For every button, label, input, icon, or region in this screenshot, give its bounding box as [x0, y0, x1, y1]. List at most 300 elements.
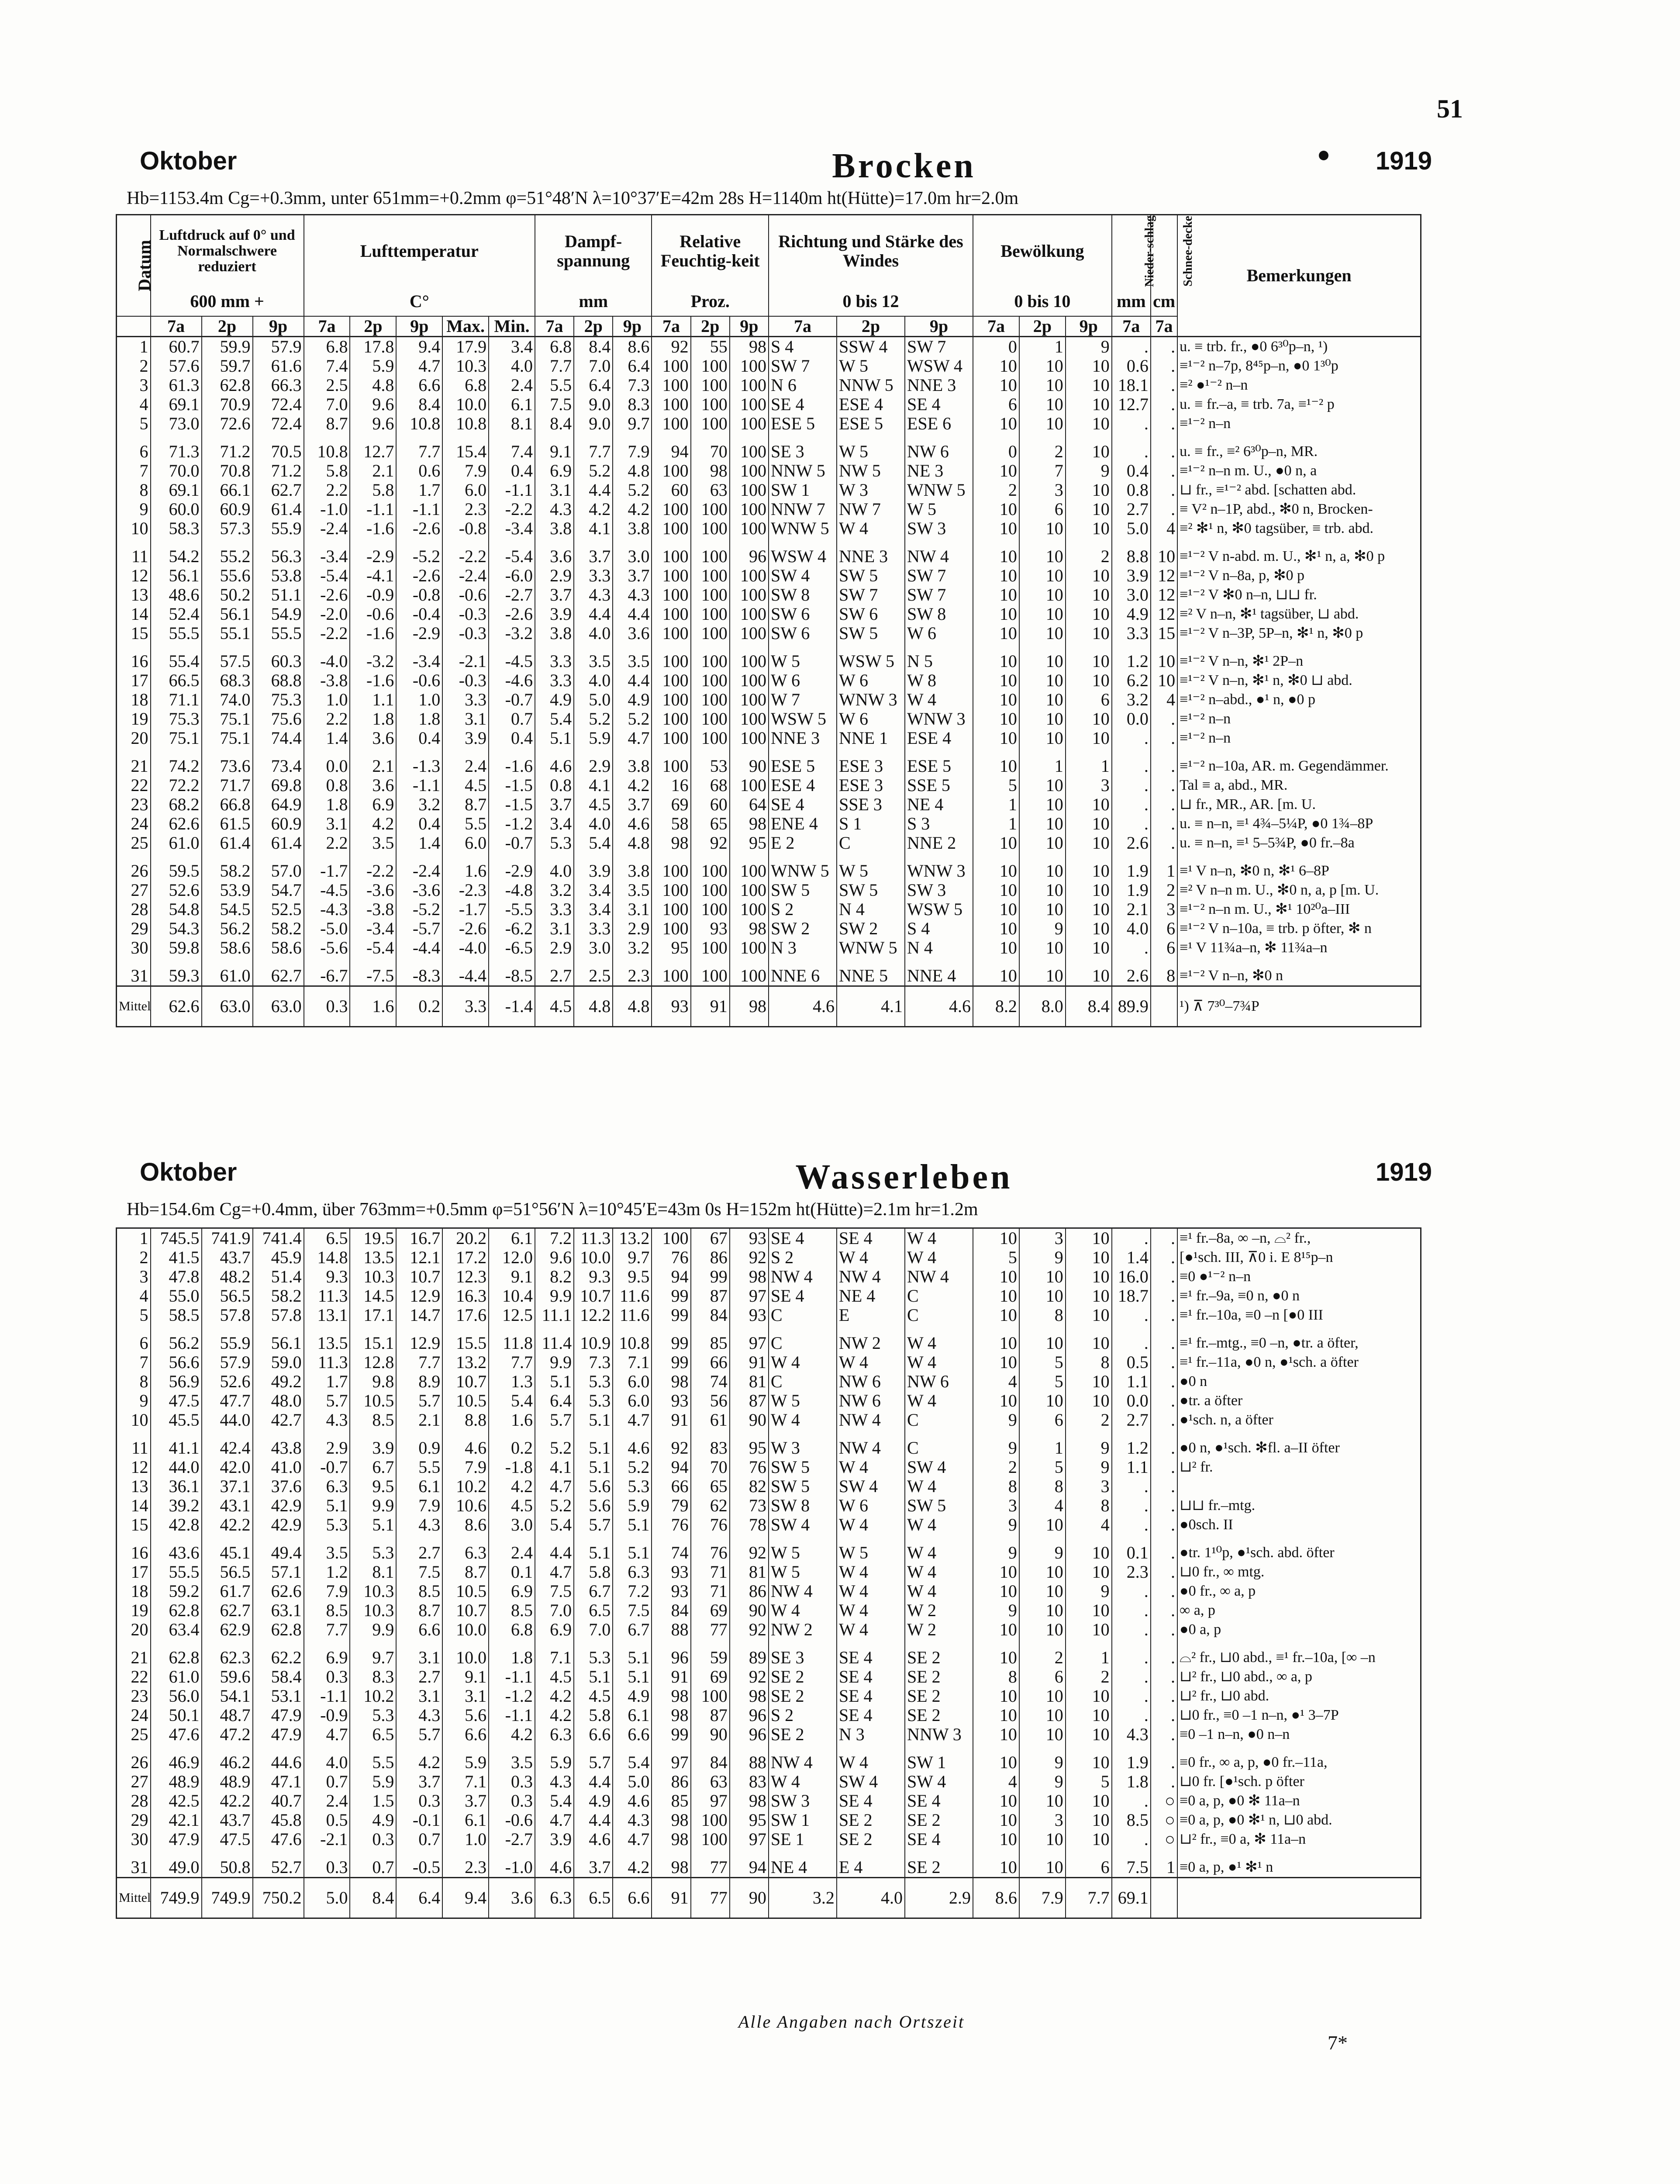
- value-cell: 73.6: [202, 757, 253, 776]
- value-cell: -8.5: [489, 966, 535, 986]
- value-cell: -1.0: [489, 1858, 535, 1878]
- value-cell: 95: [730, 833, 769, 853]
- value-cell: 10.7: [442, 1372, 489, 1391]
- value-cell: 3.3: [535, 652, 574, 671]
- value-cell: 100: [652, 461, 690, 480]
- value-cell: .: [1151, 1725, 1177, 1744]
- value-cell: 6.5: [574, 1601, 613, 1620]
- value-cell: 10.6: [442, 1496, 489, 1515]
- value-cell: 3.2: [1112, 690, 1151, 709]
- value-cell: .: [1151, 1306, 1177, 1325]
- value-cell: -0.6: [350, 605, 396, 624]
- value-cell: 11.3: [304, 1353, 350, 1372]
- value-cell: 66.3: [253, 376, 304, 395]
- page-number: 51: [1437, 94, 1463, 123]
- value-cell: 47.2: [202, 1725, 253, 1744]
- value-cell: 57.6: [151, 356, 202, 376]
- value-cell: SE 4: [769, 395, 837, 414]
- value-cell: -4.3: [304, 900, 350, 919]
- value-cell: 62.6: [253, 1582, 304, 1601]
- value-cell: 7.2: [535, 1228, 574, 1248]
- value-cell: 3.8: [613, 757, 652, 776]
- value-cell: 10: [1019, 1830, 1066, 1849]
- value-cell: W 4: [837, 1248, 905, 1267]
- value-cell: 6.8: [442, 376, 489, 395]
- value-cell: 12.0: [489, 1248, 535, 1267]
- value-cell: 7.2: [613, 1582, 652, 1601]
- value-cell: 17.9: [442, 337, 489, 357]
- value-cell: 3.3: [574, 919, 613, 938]
- value-cell: NNW 7: [769, 500, 837, 519]
- value-cell: SW 5: [769, 1458, 837, 1477]
- value-cell: 100: [691, 395, 730, 414]
- value-cell: -2.2: [489, 500, 535, 519]
- value-cell: 95: [652, 938, 690, 957]
- value-cell: -4.4: [442, 966, 489, 986]
- value-cell: 3.9: [1112, 566, 1151, 585]
- value-cell: 4.6: [613, 1791, 652, 1811]
- value-cell: ESE 4: [837, 395, 905, 414]
- value-cell: 10: [1066, 1562, 1112, 1582]
- remark-cell: ●tr. a öfter: [1177, 1391, 1421, 1410]
- value-cell: SW 5: [837, 624, 905, 643]
- value-cell: 10.5: [350, 1391, 396, 1410]
- value-cell: 100: [730, 461, 769, 480]
- value-cell: W 3: [769, 1438, 837, 1458]
- value-cell: 10: [1066, 709, 1112, 729]
- value-cell: 5.6: [574, 1477, 613, 1496]
- day-cell: 25: [117, 833, 151, 853]
- value-cell: 100: [652, 519, 690, 538]
- remark-cell: ≡¹⁻² n–n m. U., ✻¹ 10²⁰a–III: [1177, 900, 1421, 919]
- value-cell: 8.3: [613, 395, 652, 414]
- value-cell: 53.9: [202, 881, 253, 900]
- value-cell: -0.1: [396, 1811, 442, 1830]
- value-cell: 10: [1019, 395, 1066, 414]
- day-cell: 24: [117, 1706, 151, 1725]
- value-cell: 43.8: [253, 1438, 304, 1458]
- value-cell: 4: [973, 1372, 1019, 1391]
- value-cell: SE 2: [905, 1648, 973, 1667]
- value-cell: 7.5: [535, 395, 574, 414]
- value-cell: 10.2: [442, 1477, 489, 1496]
- value-cell: 5.2: [574, 461, 613, 480]
- value-cell: SE 4: [905, 395, 973, 414]
- value-cell: -0.4: [396, 605, 442, 624]
- value-cell: 77: [691, 1620, 730, 1639]
- value-cell: -1.0: [304, 500, 350, 519]
- value-cell: 10: [973, 1753, 1019, 1772]
- value-cell: W 3: [837, 480, 905, 500]
- value-cell: 10: [973, 1686, 1019, 1706]
- value-cell: ESE 5: [905, 757, 973, 776]
- value-cell: 100: [691, 652, 730, 671]
- value-cell: 62.8: [202, 376, 253, 395]
- value-cell: W 4: [837, 519, 905, 538]
- day-cell: 13: [117, 585, 151, 605]
- value-cell: 100: [652, 414, 690, 433]
- day-cell: 14: [117, 605, 151, 624]
- value-cell: 49.0: [151, 1858, 202, 1878]
- value-cell: 55.0: [151, 1286, 202, 1306]
- value-cell: 5.5: [535, 376, 574, 395]
- value-cell: 0.3: [396, 1791, 442, 1811]
- value-cell: 100: [691, 566, 730, 585]
- value-cell: 60: [691, 795, 730, 814]
- table-row: [117, 1438, 1421, 1458]
- value-cell: 4.6: [574, 1830, 613, 1849]
- value-cell: 62.7: [202, 1601, 253, 1620]
- value-cell: 43.7: [202, 1248, 253, 1267]
- value-cell: 2.6: [1112, 966, 1151, 986]
- day-cell: 5: [117, 414, 151, 433]
- value-cell: 9: [1019, 1248, 1066, 1267]
- value-cell: -3.6: [350, 881, 396, 900]
- value-cell: 37.6: [253, 1477, 304, 1496]
- value-cell: 3.6: [350, 729, 396, 748]
- value-cell: 2.3: [442, 500, 489, 519]
- value-cell: 100: [652, 690, 690, 709]
- value-cell: 3.7: [613, 566, 652, 585]
- value-cell: 10: [973, 624, 1019, 643]
- value-cell: ESE 3: [837, 757, 905, 776]
- value-cell: 4.5: [535, 1667, 574, 1686]
- value-cell: NW 6: [837, 1391, 905, 1410]
- value-cell: SW 2: [837, 919, 905, 938]
- value-cell: 10: [973, 1582, 1019, 1601]
- value-cell: .: [1151, 729, 1177, 748]
- col-luftdruck: Luftdruck auf 0° und Normalschwere reduziert: [151, 215, 304, 287]
- remark-cell: ⊔ fr., ≡¹⁻² abd. [schatten abd.: [1177, 480, 1421, 500]
- table-row: [117, 585, 1421, 605]
- value-cell: 55.9: [202, 1334, 253, 1353]
- value-cell: W 4: [837, 1353, 905, 1372]
- value-cell: 7: [1019, 461, 1066, 480]
- value-cell: 0.5: [304, 1811, 350, 1830]
- value-cell: 3.2: [535, 881, 574, 900]
- value-cell: 100: [691, 624, 730, 643]
- value-cell: -8.3: [396, 966, 442, 986]
- value-cell: SE 2: [905, 1706, 973, 1725]
- value-cell: 63: [691, 480, 730, 500]
- value-cell: 5.1: [574, 1667, 613, 1686]
- unit-temp: C°: [304, 287, 535, 316]
- value-cell: SW 2: [769, 919, 837, 938]
- value-cell: 90: [730, 1601, 769, 1620]
- value-cell: 7.7: [574, 442, 613, 461]
- table-row: [117, 1772, 1421, 1791]
- value-cell: SSE 3: [837, 795, 905, 814]
- value-cell: 2.7: [1112, 500, 1151, 519]
- value-cell: 10: [973, 414, 1019, 433]
- value-cell: 10: [1066, 356, 1112, 376]
- day-cell: 1: [117, 337, 151, 357]
- value-cell: 5.3: [350, 1543, 396, 1562]
- mean-label: Mittel: [117, 986, 151, 1027]
- table-row: [117, 1391, 1421, 1410]
- value-cell: 10.0: [442, 1620, 489, 1639]
- value-cell: 10: [1066, 919, 1112, 938]
- value-cell: 6.6: [396, 1620, 442, 1639]
- remark-cell: ≡¹⁻² V n-abd. m. U., ✻¹ n, a, ✻0 p: [1177, 547, 1421, 566]
- value-cell: 3: [1019, 1228, 1066, 1248]
- value-cell: W 6: [837, 1496, 905, 1515]
- value-cell: 44.0: [202, 1410, 253, 1430]
- value-cell: SW 5: [905, 1496, 973, 1515]
- table-row: [117, 1706, 1421, 1725]
- value-cell: 100: [730, 938, 769, 957]
- value-cell: 1: [1066, 757, 1112, 776]
- value-cell: 63.1: [253, 1601, 304, 1620]
- value-cell: .: [1151, 1410, 1177, 1430]
- value-cell: 3.3: [535, 900, 574, 919]
- value-cell: 62.6: [151, 814, 202, 833]
- day-cell: 6: [117, 442, 151, 461]
- value-cell: W 4: [837, 1620, 905, 1639]
- value-cell: 10: [1019, 1515, 1066, 1534]
- value-cell: 3.9: [574, 861, 613, 881]
- value-cell: 10: [973, 652, 1019, 671]
- value-cell: .: [1112, 1228, 1151, 1248]
- remark-cell: ⊔0 fr., ∞ mtg.: [1177, 1562, 1421, 1582]
- value-cell: 9.6: [350, 414, 396, 433]
- value-cell: 99: [652, 1353, 690, 1372]
- value-cell: 8: [1066, 1353, 1112, 1372]
- unit-feucht: Proz.: [652, 287, 769, 316]
- value-cell: 43.6: [151, 1543, 202, 1562]
- value-cell: W 4: [837, 1753, 905, 1772]
- value-cell: 12.2: [574, 1306, 613, 1325]
- value-cell: 69: [691, 1667, 730, 1686]
- value-cell: .: [1112, 938, 1151, 957]
- value-cell: 59.3: [151, 966, 202, 986]
- value-cell: -0.3: [442, 605, 489, 624]
- value-cell: 2.2: [304, 709, 350, 729]
- value-cell: 10: [1019, 585, 1066, 605]
- value-cell: 10: [1066, 1706, 1112, 1725]
- table-row: [117, 1248, 1421, 1267]
- value-cell: 4.2: [489, 1477, 535, 1496]
- value-cell: SW 1: [769, 1811, 837, 1830]
- value-cell: 2.4: [304, 1791, 350, 1811]
- table-row: [117, 1286, 1421, 1306]
- remark-cell: u. ≡ n–n, ≡¹ 4¾–5¼P, ●0 1¾–8P: [1177, 814, 1421, 833]
- value-cell: 10: [1066, 1248, 1112, 1267]
- value-cell: 100: [730, 966, 769, 986]
- value-cell: 15.1: [350, 1334, 396, 1353]
- value-cell: -0.7: [304, 1458, 350, 1477]
- value-cell: 54.3: [151, 919, 202, 938]
- table-row: [117, 480, 1421, 500]
- value-cell: 59.7: [202, 356, 253, 376]
- day-cell: 29: [117, 1811, 151, 1830]
- value-cell: SW 7: [769, 356, 837, 376]
- value-cell: -2.9: [396, 624, 442, 643]
- mean-cell: 90: [730, 1878, 769, 1918]
- value-cell: 86: [652, 1772, 690, 1791]
- value-cell: -5.5: [489, 900, 535, 919]
- value-cell: 72.2: [151, 776, 202, 795]
- value-cell: 57.0: [253, 861, 304, 881]
- day-cell: 12: [117, 1458, 151, 1477]
- value-cell: 60: [652, 480, 690, 500]
- value-cell: 62.7: [253, 480, 304, 500]
- value-cell: 98: [652, 1858, 690, 1878]
- value-cell: 14.5: [350, 1286, 396, 1306]
- value-cell: 3.7: [535, 585, 574, 605]
- unit-wind: 0 bis 12: [769, 287, 973, 316]
- value-cell: 7.1: [613, 1353, 652, 1372]
- value-cell: 2.9: [613, 919, 652, 938]
- table-row: [117, 1648, 1421, 1667]
- value-cell: 2.3: [1112, 1562, 1151, 1582]
- value-cell: SW 5: [769, 1477, 837, 1496]
- value-cell: 47.8: [151, 1267, 202, 1286]
- value-cell: 4.0: [304, 1753, 350, 1772]
- value-cell: 100: [652, 757, 690, 776]
- value-cell: 43.1: [202, 1496, 253, 1515]
- value-cell: 100: [730, 442, 769, 461]
- value-cell: 10: [1151, 671, 1177, 690]
- value-cell: 45.5: [151, 1410, 202, 1430]
- value-cell: NW 5: [837, 461, 905, 480]
- value-cell: 1.2: [1112, 1438, 1151, 1458]
- value-cell: 94: [730, 1858, 769, 1878]
- value-cell: WNW 3: [905, 709, 973, 729]
- value-cell: 5.9: [574, 729, 613, 748]
- value-cell: 42.1: [151, 1811, 202, 1830]
- value-cell: -0.9: [350, 585, 396, 605]
- value-cell: 85: [691, 1334, 730, 1353]
- value-cell: 10.3: [350, 1601, 396, 1620]
- value-cell: -1.1: [489, 1667, 535, 1686]
- value-cell: .: [1151, 1772, 1177, 1791]
- value-cell: .: [1151, 1372, 1177, 1391]
- value-cell: -1.2: [489, 1686, 535, 1706]
- value-cell: 20.2: [442, 1228, 489, 1248]
- value-cell: 71: [691, 1562, 730, 1582]
- value-cell: 1.6: [442, 861, 489, 881]
- col-bewoelkung: Bewölkung: [973, 215, 1112, 287]
- value-cell: 9.9: [535, 1353, 574, 1372]
- mean-cell: 8.0: [1019, 986, 1066, 1027]
- value-cell: 98: [652, 1811, 690, 1830]
- value-cell: 10: [1066, 1601, 1112, 1620]
- value-cell: 100: [652, 395, 690, 414]
- value-cell: W 4: [837, 1601, 905, 1620]
- value-cell: 9: [1019, 919, 1066, 938]
- value-cell: 13.5: [304, 1334, 350, 1353]
- value-cell: 10.9: [574, 1334, 613, 1353]
- value-cell: 68.2: [151, 795, 202, 814]
- value-cell: 10.0: [574, 1248, 613, 1267]
- value-cell: 0.3: [304, 1858, 350, 1878]
- value-cell: WNW 5: [769, 861, 837, 881]
- value-cell: 9.5: [613, 1267, 652, 1286]
- footer-note: Alle Angaben nach Ortszeit: [738, 2012, 965, 2032]
- value-cell: 64: [730, 795, 769, 814]
- value-cell: 54.9: [253, 605, 304, 624]
- value-cell: 6.3: [442, 1543, 489, 1562]
- mean-cell: 0.3: [304, 986, 350, 1027]
- day-cell: 22: [117, 1667, 151, 1686]
- row-gap: [117, 1325, 1421, 1334]
- value-cell: 17.1: [350, 1306, 396, 1325]
- value-cell: SE 3: [769, 442, 837, 461]
- value-cell: -5.7: [396, 919, 442, 938]
- value-cell: 10: [973, 356, 1019, 376]
- value-cell: 10: [1066, 1391, 1112, 1410]
- day-cell: 9: [117, 500, 151, 519]
- day-cell: 18: [117, 1582, 151, 1601]
- value-cell: 4.3: [396, 1706, 442, 1725]
- value-cell: -3.4: [304, 547, 350, 566]
- value-cell: -1.7: [304, 861, 350, 881]
- value-cell: 10: [973, 1830, 1019, 1849]
- value-cell: SE 4: [837, 1791, 905, 1811]
- remark-cell: ≡ V² n–1P, abd., ✻0 n, Brocken-: [1177, 500, 1421, 519]
- table-row: [117, 1496, 1421, 1515]
- value-cell: 4.3: [613, 585, 652, 605]
- value-cell: 7.9: [442, 461, 489, 480]
- value-cell: SW 7: [905, 566, 973, 585]
- mean-cell: 4.6: [769, 986, 837, 1027]
- value-cell: 5.2: [613, 709, 652, 729]
- value-cell: 16: [652, 776, 690, 795]
- value-cell: 6.1: [613, 1706, 652, 1725]
- value-cell: 54.2: [151, 547, 202, 566]
- value-cell: 3.4: [535, 814, 574, 833]
- value-cell: 10: [1066, 1306, 1112, 1325]
- value-cell: 100: [652, 861, 690, 881]
- value-cell: 61.0: [151, 1667, 202, 1686]
- value-cell: 2.7: [396, 1543, 442, 1562]
- value-cell: 68.8: [253, 671, 304, 690]
- value-cell: SW 1: [769, 480, 837, 500]
- value-cell: 84: [652, 1601, 690, 1620]
- table-row: [117, 337, 1421, 357]
- value-cell: 10: [973, 1267, 1019, 1286]
- value-cell: 4.2: [535, 1706, 574, 1725]
- value-cell: 10: [973, 900, 1019, 919]
- value-cell: -0.7: [489, 690, 535, 709]
- day-cell: 5: [117, 1306, 151, 1325]
- value-cell: 5.5: [350, 1753, 396, 1772]
- value-cell: WNW 3: [905, 861, 973, 881]
- value-cell: 4.4: [574, 480, 613, 500]
- mean-cell: ¹) ⊼ 7³⁰–7¾P: [1177, 986, 1421, 1027]
- value-cell: 67: [691, 1228, 730, 1248]
- value-cell: 3.2: [613, 938, 652, 957]
- day-cell: 30: [117, 938, 151, 957]
- value-cell: 11.4: [535, 1334, 574, 1353]
- value-cell: 10.7: [396, 1267, 442, 1286]
- value-cell: 92: [730, 1620, 769, 1639]
- table-row: [117, 519, 1421, 538]
- value-cell: -1.1: [396, 500, 442, 519]
- value-cell: 10: [973, 881, 1019, 900]
- value-cell: W 6: [769, 671, 837, 690]
- value-cell: SE 3: [769, 1648, 837, 1667]
- value-cell: 100: [652, 671, 690, 690]
- mean-cell: 91: [691, 986, 730, 1027]
- remark-cell: ≡¹ fr.–mtg., ≡0 –n, ●tr. a öfter,: [1177, 1334, 1421, 1353]
- value-cell: 2.4: [489, 376, 535, 395]
- value-cell: 9: [973, 1410, 1019, 1430]
- value-cell: 9: [1019, 1543, 1066, 1562]
- remark-cell: ≡0 –1 n–n, ●0 n–n: [1177, 1725, 1421, 1744]
- mean-cell: 8.6: [973, 1878, 1019, 1918]
